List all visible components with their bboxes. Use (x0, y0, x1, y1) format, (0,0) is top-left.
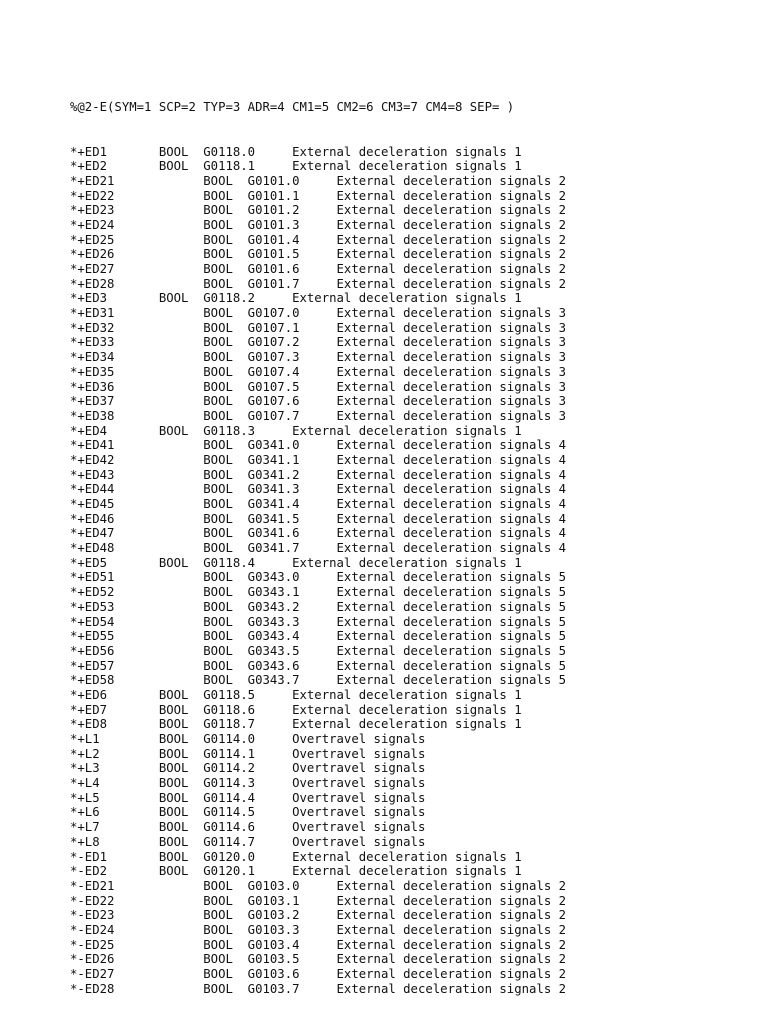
symbol-row: *+ED42 BOOL G0341.1 External deceleration signals 4 (70, 452, 567, 467)
symbol-row: *-ED1 BOOL G0120.0 External deceleration signals 1 (70, 849, 522, 864)
symbol-row: *-ED28 BOOL G0103.7 External deceleration signals 2 (70, 981, 567, 996)
symbol-row: *-ED26 BOOL G0103.5 External deceleration signals 2 (70, 952, 567, 967)
symbol-row: *+ED8 BOOL G0118.7 External deceleration signals 1 (70, 717, 522, 732)
symbol-row: *+ED54 BOOL G0343.3 External deceleration signals 5 (70, 614, 567, 629)
symbol-row: *-ED24 BOOL G0103.3 External deceleration signals 2 (70, 922, 567, 937)
symbol-row: *-ED21 BOOL G0103.0 External deceleration signals 2 (70, 878, 567, 893)
symbol-row: *+ED41 BOOL G0341.0 External deceleration signals 4 (70, 438, 567, 453)
symbol-row: *-ED23 BOOL G0103.2 External deceleration signals 2 (70, 908, 567, 923)
symbol-row: *+ED5 BOOL G0118.4 External deceleration signals 1 (70, 555, 522, 570)
symbol-row: *+ED38 BOOL G0107.7 External deceleration signals 3 (70, 408, 567, 423)
symbol-row: *+ED48 BOOL G0341.7 External deceleration signals 4 (70, 541, 567, 556)
symbol-row: *+ED23 BOOL G0101.2 External deceleration signals 2 (70, 203, 567, 218)
symbol-row: *-ED27 BOOL G0103.6 External deceleration signals 2 (70, 967, 567, 981)
symbol-row: *+ED51 BOOL G0343.0 External deceleration signals 5 (70, 570, 567, 585)
symbol-row: *+ED27 BOOL G0101.6 External deceleration signals 2 (70, 262, 567, 276)
symbol-row: *-ED25 BOOL G0103.4 External deceleration signals 2 (70, 937, 567, 952)
symbol-row: *+ED4 BOOL G0118.3 External deceleration signals 1 (70, 423, 522, 438)
format-header-line: %@2-E(SYM=1 SCP=2 TYP=3 ADR=4 CM1=5 CM2=6 CM3=7 CM4=8 SEP= ) (70, 100, 515, 115)
symbol-row: *+ED25 BOOL G0101.4 External deceleration signals 2 (70, 232, 567, 247)
symbol-row: *+ED45 BOOL G0341.4 External deceleration signals 4 (70, 497, 567, 511)
symbol-row: *+ED28 BOOL G0101.7 External deceleration signals 2 (70, 276, 567, 291)
symbol-row: *+L2 BOOL G0114.1 Overtravel signals (70, 746, 426, 761)
symbol-row: *+ED7 BOOL G0118.6 External deceleration signals 1 (70, 702, 522, 717)
symbol-row: *+ED58 BOOL G0343.7 External deceleration signals 5 (70, 673, 567, 688)
symbol-row: *+ED22 BOOL G0101.1 External deceleration signals 2 (70, 188, 567, 203)
symbol-row: *+ED57 BOOL G0343.6 External deceleration signals 5 (70, 658, 567, 673)
symbol-row: *+L3 BOOL G0114.2 Overtravel signals (70, 761, 426, 776)
symbol-row: *+ED6 BOOL G0118.5 External deceleration signals 1 (70, 687, 522, 702)
symbol-row: *+ED56 BOOL G0343.5 External deceleration signals 5 (70, 643, 567, 658)
symbol-row: *+ED2 BOOL G0118.1 External deceleration signals 1 (70, 159, 522, 174)
symbol-row: *+ED34 BOOL G0107.3 External deceleration signals 3 (70, 350, 567, 365)
symbol-row: *+ED36 BOOL G0107.5 External deceleration signals 3 (70, 379, 567, 394)
symbol-row: *+L1 BOOL G0114.0 Overtravel signals (70, 732, 426, 746)
symbol-row: *+ED55 BOOL G0343.4 External deceleration signals 5 (70, 629, 567, 644)
symbol-row: *+ED37 BOOL G0107.6 External deceleration signals 3 (70, 394, 567, 409)
symbol-rows (70, 145, 566, 997)
symbol-row: *+L8 BOOL G0114.7 Overtravel signals (70, 834, 426, 849)
symbol-listing (70, 71, 566, 1011)
symbol-row: *-ED22 BOOL G0103.1 External deceleration signals 2 (70, 893, 567, 908)
symbol-row: *+ED3 BOOL G0118.2 External deceleration signals 1 (70, 291, 522, 306)
symbol-row: *+ED24 BOOL G0101.3 External deceleration signals 2 (70, 217, 567, 232)
symbol-row: *+ED44 BOOL G0341.3 External deceleration signals 4 (70, 482, 567, 497)
symbol-row: *+ED53 BOOL G0343.2 External deceleration signals 5 (70, 599, 567, 614)
symbol-row: *+ED47 BOOL G0341.6 External deceleration signals 4 (70, 526, 567, 541)
symbol-row: *+ED43 BOOL G0341.2 External deceleration signals 4 (70, 467, 567, 482)
symbol-row: *+L4 BOOL G0114.3 Overtravel signals (70, 776, 426, 791)
symbol-row: *+ED33 BOOL G0107.2 External deceleration signals 3 (70, 335, 567, 350)
symbol-row: *-ED2 BOOL G0120.1 External deceleration signals 1 (70, 864, 522, 879)
symbol-row: *+ED32 BOOL G0107.1 External deceleration signals 3 (70, 320, 567, 335)
symbol-row: *+ED52 BOOL G0343.1 External deceleration signals 5 (70, 585, 567, 600)
symbol-row: *+ED31 BOOL G0107.0 External deceleration signals 3 (70, 306, 567, 321)
symbol-row: *+ED21 BOOL G0101.0 External deceleration signals 2 (70, 173, 567, 188)
symbol-row: *+ED1 BOOL G0118.0 External deceleration signals 1 (70, 144, 522, 159)
symbol-row: *+ED26 BOOL G0101.5 External deceleration signals 2 (70, 247, 567, 262)
symbol-row: *+ED46 BOOL G0341.5 External deceleration signals 4 (70, 511, 567, 526)
symbol-row: *+L7 BOOL G0114.6 Overtravel signals (70, 820, 426, 835)
symbol-row: *+ED35 BOOL G0107.4 External deceleration signals 3 (70, 364, 567, 379)
symbol-row: *+L5 BOOL G0114.4 Overtravel signals (70, 790, 426, 805)
symbol-row: *+L6 BOOL G0114.5 Overtravel signals (70, 805, 426, 820)
